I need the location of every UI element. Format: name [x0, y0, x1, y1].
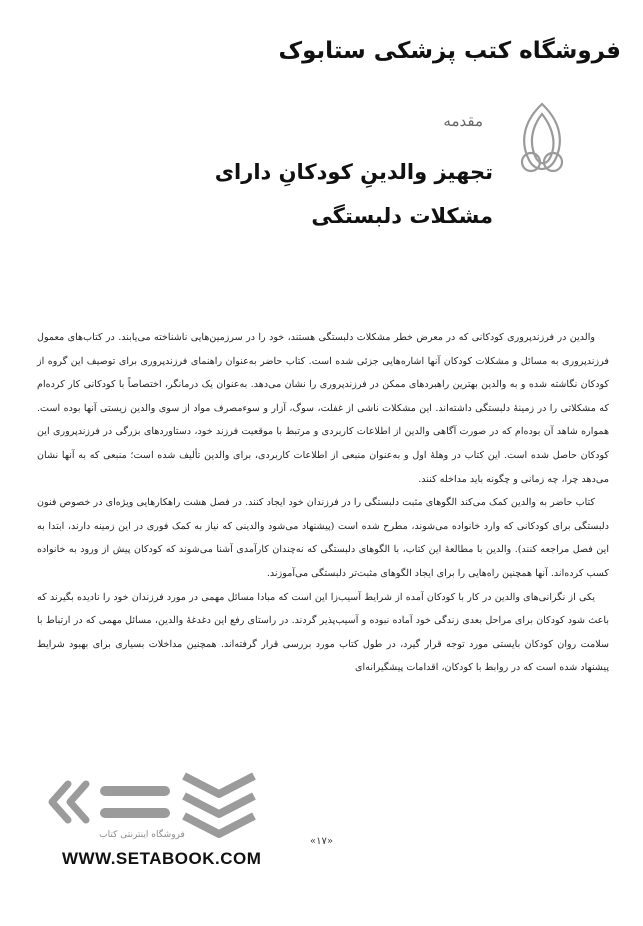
logo-subtitle: فروشگاه اینترنتی کتاب [99, 830, 185, 840]
store-header: فروشگاه کتب پزشکی ستابوک [278, 38, 621, 64]
body-text [37, 326, 609, 680]
chapter-ornament-icon [511, 100, 573, 178]
chapter-label: مقدمه [443, 112, 483, 130]
paragraph: کتاب حاضر به والدین کمک می‌کند الگوهای مثبت دلبستگی را در فرزندان خود ایجاد کنند. در فصل هشت راهکارهایی ویژه‌ای در خصوص فنون دلبستگی برای کودکانی که وارد خانواده می‌شوند، مطرح شده است (پیشنهاد می‌شود والدینی که نیاز به کمک فوری در این زمینه دارند، ابتدا به این فصل مراجعه کنند). والدین با مطالعهٔ این کتاب، با الگوهای دلبستگی که نه‌چندان کارآمدی آشنا می‌شوند که کودکان پیش از ورود به خانواده کسب کرده‌اند. آنها همچنین راه‌هایی را برای ایجاد الگوهای مثبت‌تر دلبستگی می‌آموزند. [37, 497, 609, 579]
paragraph: یکی از نگرانی‌های والدین در کار با کودکان آمده از شرایط آسیب‌زا این است که مبادا مسائل مهمی در مورد فرزندان خود را نادیده بگیرند که باعث شود کودکان برای مراحل بعدی زندگی خود آماده نبوده و آسیب‌پذیر گردند. در راستای رفع این دغدغهٔ والدین، مسائل مهمی که در ارتباط با سلامت روان کودکان بایستی مورد توجه قرار گیرد، در طول کتاب مورد بررسی قرار گرفته‌اند. همچنین مداخلات بسیاری برای بهبود شرایط پیشنهاد شده است که در روابط با کودکان، اقدامات پیشگیرانه‌ای [37, 591, 609, 674]
watermark-url: WWW.SETABOOK.COM [62, 849, 262, 868]
paragraph: والدین در فرزندپروری کودکانی که در معرض خطر مشکلات دلبستگی هستند، خود را در سرزمین‌هایی ناشناخته می‌یابند. در کتاب‌های معمول فرزندپروری به مسائل و مشکلات کودکان آنها اشاره‌هایی جزئی شده است. کتاب حاضر به‌عنوان راهنمای فرزندپروری برای توصیف این گروه از کودکان نگاشته شده و به والدین بهترین راهبردهای ممکن در فرزندپروری را نشان می‌دهد. به‌عنوان یک درمانگر، اختصاصاً با کودکانی کار کرده‌ام که مشکلاتی را در زمینهٔ دلبستگی داشته‌اند. این مشکلات ناشی از غفلت، سوگ، آزار و سوءمصرف مواد از سوی والدین زیستی آنها بوده است. همواره شاهد آن بوده‌ام که در صورت آگاهی والدین از اطلاعات کاربردی و مرتبط با موقعیت فرزند خود، دستاوردهای بزرگی در فرزندپروری این کودکان حاصل شده است. این کتاب در وهلهٔ اول و به‌عنوان منبعی از اطلاعات کاربردی، برای والدین تألیف شده است؛ منبعی که به آنها نشان می‌دهد چرا، چه زمانی و چگونه باید مداخله کنند. [37, 332, 609, 485]
chapter-title: تجهیز والدینِ کودکانِ دارای مشکلات دلبستگی [214, 160, 493, 228]
setabook-logo [44, 762, 304, 844]
page-number: «۱۷» [310, 836, 333, 847]
